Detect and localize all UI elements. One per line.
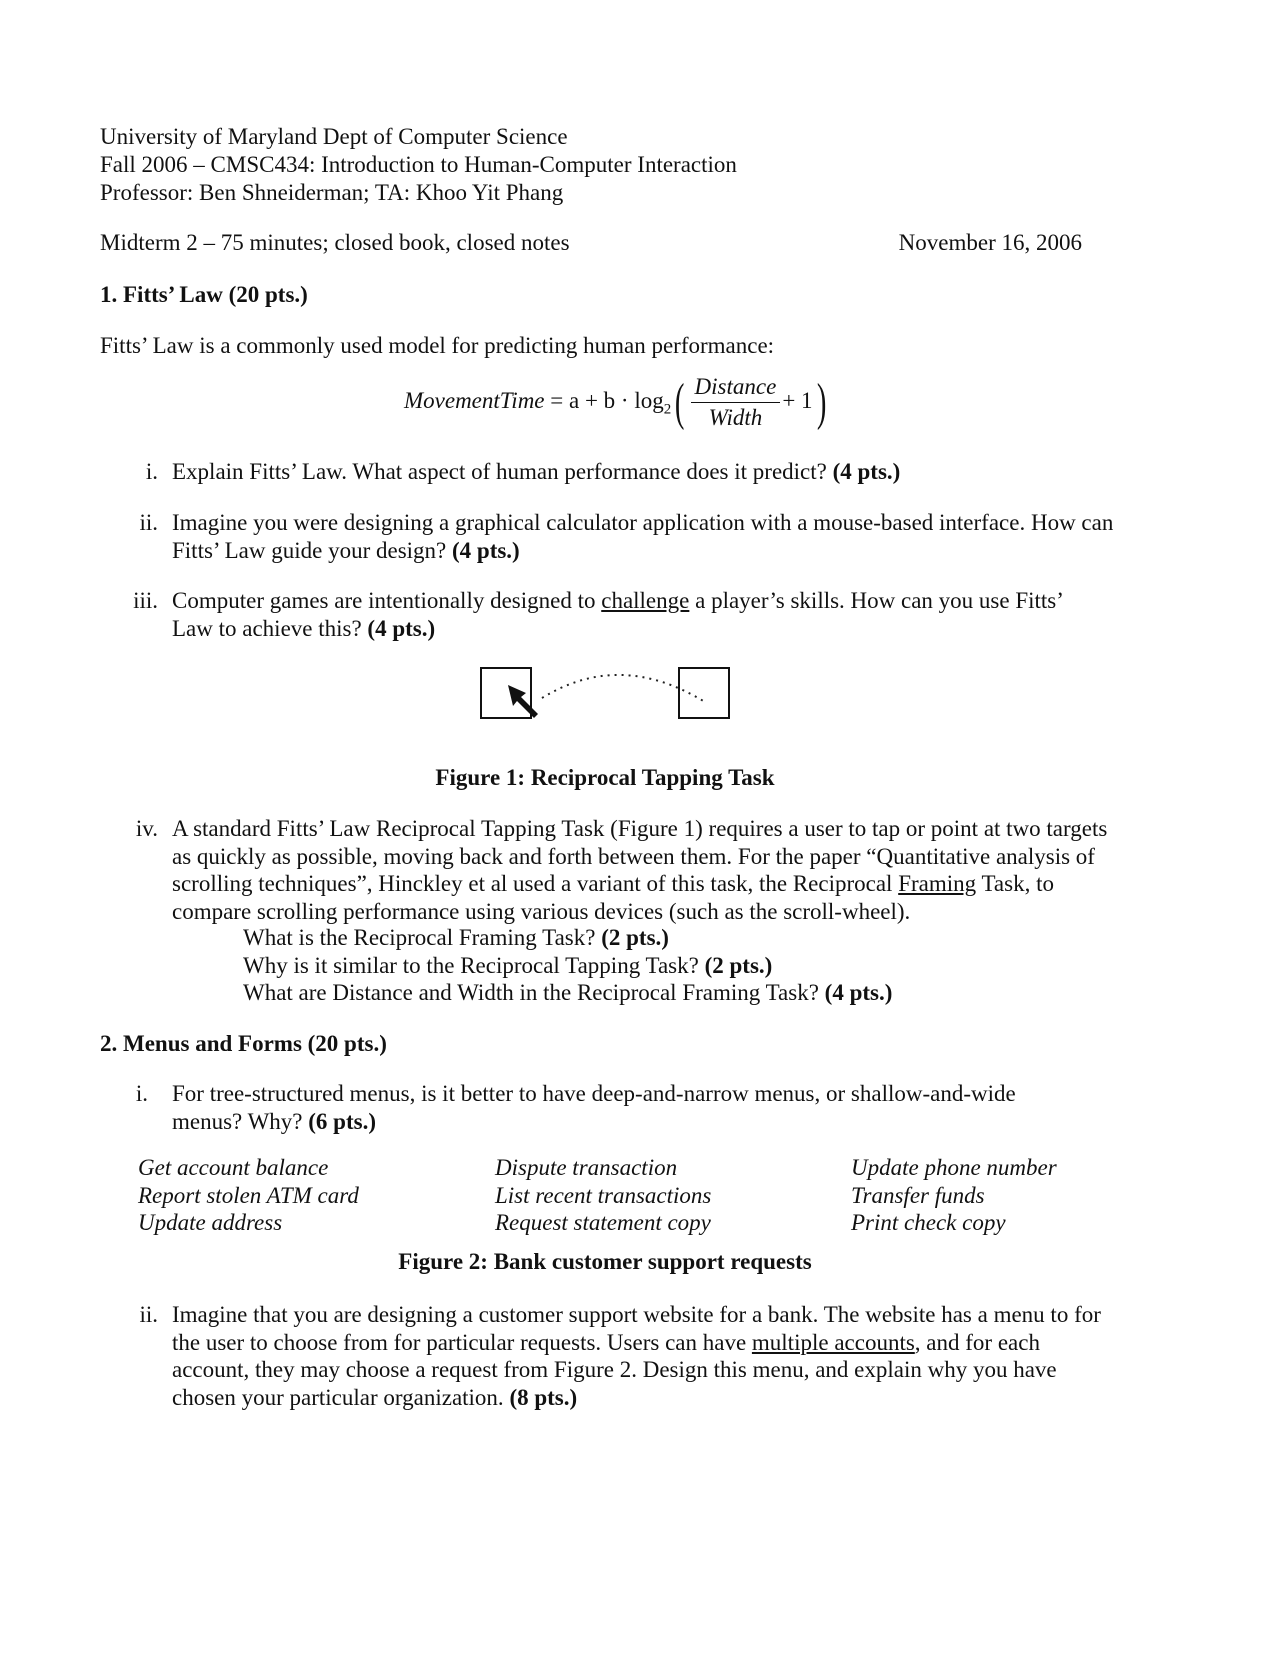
figure-2-caption: Figure 2: Bank customer support requests: [398, 1249, 812, 1274]
q2-title: 2. Menus and Forms (20 pts.): [100, 1031, 387, 1056]
item-number: ii.: [139, 1302, 158, 1327]
request-item: List recent transactions: [495, 1182, 712, 1208]
underlined-word: challenge: [601, 588, 690, 613]
q1-item-iii: [172, 587, 1107, 642]
item-text: Explain Fitts’ Law. What aspect of human performance does it predict?: [172, 459, 827, 484]
figure-1-tapping-diagram: [470, 660, 740, 740]
item-text: a player’s skills. How can you use Fitts’ Law to achieve this?: [172, 588, 1063, 641]
item-text: For tree-structured menus, is it better to have deep-and-narrow menus, or shallow-and-wide menus? Why?: [172, 1081, 1016, 1134]
figure-2-column-3: [851, 1154, 1057, 1237]
exam-info: Midterm 2 – 75 minutes; closed book, closed notes: [100, 230, 570, 255]
item-number: iii.: [133, 588, 158, 613]
q1-intro: Fitts’ Law is a commonly used model for predicting human performance:: [100, 333, 775, 358]
request-item: Get account balance: [138, 1155, 329, 1180]
item-points: (4 pts.): [832, 459, 901, 484]
sub-text: What is the Reciprocal Framing Task?: [243, 925, 596, 950]
formula-plus: + 1: [782, 388, 813, 413]
item-number: i.: [145, 459, 158, 484]
request-item: Update address: [138, 1210, 283, 1235]
figure-2-column-2: [495, 1154, 711, 1237]
item-text: Computer games are intentionally designed to: [172, 588, 602, 613]
q2-item-ii: [172, 1301, 1117, 1411]
formula-denominator: Width: [708, 405, 763, 431]
underlined-word: Framing: [898, 871, 977, 896]
item-points: (2 pts.): [601, 925, 669, 950]
header-line-1: University of Maryland Dept of Computer Science: [100, 124, 568, 149]
request-item: Transfer funds: [851, 1182, 985, 1208]
sub-text: What are Distance and Width in the Reciprocal Framing Task?: [243, 980, 819, 1005]
request-item: Print check copy: [851, 1210, 1006, 1235]
item-text: Imagine that you are designing a customer support website for a bank. The website has a menu to for the user to choose from for particular requests. Users can have: [172, 1302, 1101, 1355]
target-right: [679, 668, 729, 718]
fitts-formula: MovementTime = $a + b \cdot \log_2$( $\frac{\text{Distance}}{\text{Width}}$ + 1): [404, 370, 830, 432]
sub-text: Why is it similar to the Reciprocal Tapping Task?: [243, 953, 699, 978]
cursor-arrow-icon: [508, 685, 538, 718]
item-points: (8 pts.): [509, 1384, 578, 1410]
q1-title: 1. Fitts’ Law (20 pts.): [100, 282, 308, 307]
formula-mid: = a + b · log: [550, 388, 664, 413]
header-line-2: Fall 2006 – CMSC434: Introduction to Human-Computer Interaction: [100, 152, 737, 177]
item-text: A standard Fitts’ Law Reciprocal Tapping Task (Figure 1) requires a user to tap or point at two targets as quickly as possible, moving back and forth between them. For the paper “Quantitative analysis of scrolling techniques”, Hinckley et al used a variant of this task, the Reciprocal: [172, 816, 1108, 896]
item-points: (6 pts.): [308, 1108, 376, 1134]
item-text: Task, to compare scrolling performance using various devices (such as the scroll-wheel).: [172, 871, 1054, 924]
request-item: Dispute transaction: [495, 1155, 678, 1180]
formula-numerator: Distance: [691, 372, 781, 403]
q1-iv-sub-3: [243, 979, 892, 1007]
figure-2-column-1: [138, 1154, 359, 1237]
q1-iv-sub-2: [243, 952, 772, 980]
request-item: Request statement copy: [495, 1210, 711, 1235]
q1-item-ii: [172, 509, 1122, 564]
q1-item-iv: [172, 815, 1117, 925]
item-points: (4 pts.): [452, 537, 520, 563]
formula-sub: 2: [663, 401, 672, 418]
formula-fraction: [691, 372, 781, 433]
item-number: ii.: [139, 510, 158, 535]
item-points: (4 pts.): [367, 615, 436, 641]
request-item: Report stolen ATM card: [138, 1182, 359, 1208]
q2-item-i: [172, 1080, 1072, 1135]
request-item: Update phone number: [851, 1155, 1057, 1180]
exam-date: November 16, 2006: [898, 230, 1082, 255]
item-number: iv.: [135, 816, 158, 841]
underlined-phrase: multiple accounts: [751, 1329, 915, 1355]
q1-iv-sub-1: [243, 924, 669, 952]
figure-1-caption: Figure 1: Reciprocal Tapping Task: [435, 765, 775, 790]
q1-item-i: [172, 458, 1122, 486]
item-number: i.: [135, 1081, 148, 1106]
item-points: (4 pts.): [824, 980, 893, 1005]
movement-path: [542, 675, 705, 702]
item-text: , and for each account, they may choose a request from Figure 2. Design this menu, and explain why you have chosen your particular organization.: [172, 1329, 1057, 1410]
header-line-3: Professor: Ben Shneiderman; TA: Khoo Yit Phang: [100, 180, 564, 205]
formula-lhs: MovementTime: [404, 388, 545, 413]
item-text: Imagine you were designing a graphical calculator application with a mouse-based interface. How can Fitts’ Law guide your design?: [172, 510, 1114, 563]
item-points: (2 pts.): [704, 953, 773, 978]
